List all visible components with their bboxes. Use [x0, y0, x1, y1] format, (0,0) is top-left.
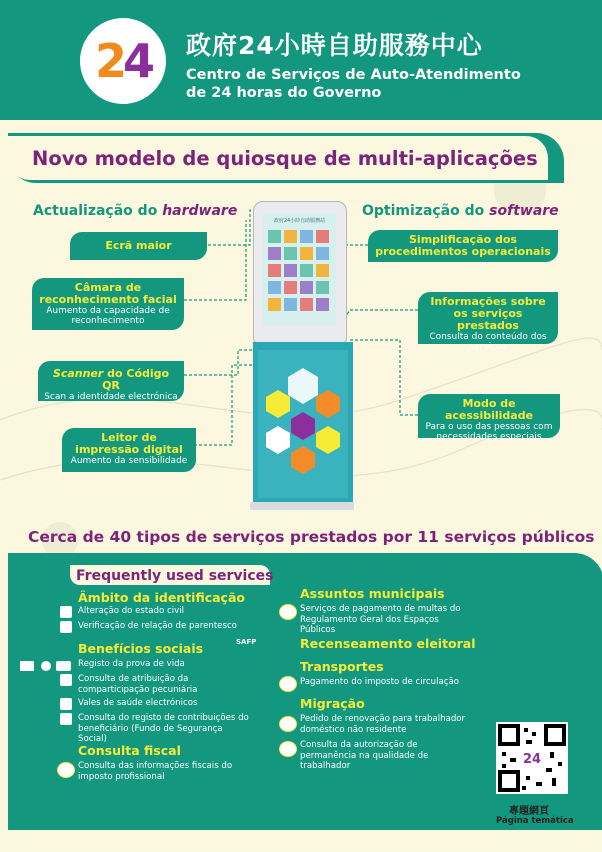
service-item: Serviços de pagamento de multas do Regulamento Geral dos Espaços Públicos [300, 604, 461, 635]
feature-title-rest: do Código QR [102, 367, 170, 392]
service-item: Registo da prova de vida [78, 659, 185, 669]
kiosk-foot [250, 502, 354, 510]
feature-title: Modo de acessibilidade [444, 397, 534, 422]
feature-qr-scanner [38, 361, 184, 401]
feature-accessibility [418, 394, 560, 442]
category-migration: Migração [300, 696, 365, 711]
category-identification: Âmbito da identificação [78, 590, 245, 605]
software-title-em: software [489, 203, 559, 219]
document-icon [60, 698, 72, 710]
feature-title: Câmara de reconhecimento facial [39, 281, 177, 306]
category-tax: Consulta fiscal [78, 743, 181, 758]
service-item: Consulta da autorização de permanência na qualidade de trabalhador [300, 740, 429, 771]
service-item: Alteração do estado civil [78, 606, 184, 616]
kiosk-screen-title: 政府24小時自助服務站 [273, 218, 326, 224]
document-icon [60, 674, 72, 686]
qr-center-logo: 24 [522, 752, 542, 767]
service-item: Verificação de relação de parentesco [78, 621, 237, 631]
migration-agency-icon [279, 716, 297, 732]
feature-title [44, 368, 178, 392]
category-municipal: Assuntos municipais [300, 586, 445, 601]
feature-subtitle: Aumento da capacidade de reconhecimento [46, 306, 170, 326]
feature-subtitle: Consulta do conteúdo dos serviços [429, 332, 547, 352]
kiosk-panel-art [258, 350, 348, 498]
document-icon [60, 713, 72, 725]
qr-label-pt: Página temática [496, 816, 574, 826]
document-icon [60, 606, 72, 618]
service-item: Pedido de renovação para trabalhador doméstico não residente [300, 714, 466, 735]
transport-agency-icon [279, 676, 297, 692]
software-title-prefix: Optimização do [362, 203, 490, 219]
headline: Novo modelo de quiosque de multi-aplicações [32, 147, 538, 170]
frequently-used-title: Frequently used services [76, 568, 274, 584]
feature-title: Ecrã maior [105, 239, 172, 252]
hardware-title-prefix: Actualização do [33, 203, 163, 219]
feature-title: Informações sobre os serviços prestados [430, 295, 546, 332]
agency-logos-icon [20, 660, 72, 672]
qr-label-zh: 專題網頁 [509, 806, 549, 817]
feature-facial-camera [32, 278, 184, 330]
category-social-benefits: Benefícios sociais [78, 641, 204, 656]
category-transport: Transportes [300, 659, 384, 674]
electoral-agency-logo: SAFP [236, 638, 257, 646]
feature-subtitle: Scan a identidade electrónica [44, 392, 178, 402]
title-chinese: 政府24小時自助服務中心 [186, 31, 483, 60]
title-portuguese: Centro de Serviços de Auto-Atendimento de 24 horas do Governo [186, 67, 521, 101]
feature-fingerprint [62, 428, 196, 472]
feature-service-info [418, 292, 558, 352]
kiosk-screen [263, 213, 336, 325]
document-icon [60, 621, 72, 633]
hardware-title-em: hardware [162, 203, 238, 219]
services-title: Cerca de 40 tipos de serviços prestados por 11 serviços públicos [28, 528, 595, 546]
feature-subtitle: Para o uso das pessoas com necessidades especiais [425, 422, 553, 442]
logo-mark: 24 [94, 34, 152, 88]
qr-code[interactable] [496, 722, 568, 794]
agency-logos [20, 657, 72, 669]
feature-larger-screen [70, 232, 207, 260]
municipal-agency-icon [279, 604, 297, 620]
migration-agency-icon [279, 741, 297, 757]
category-electoral: Recenseamento eleitoral [300, 636, 476, 651]
kiosk-screen-tiles [263, 224, 336, 322]
feature-simplified-procedures [368, 230, 558, 262]
service-item: Consulta das informações fiscais do imposto profissional [78, 761, 233, 782]
qr-code-pattern [496, 722, 568, 794]
service-item: Vales de saúde electrónicos [78, 698, 198, 708]
feature-title: Leitor de impressão digital [75, 431, 183, 456]
service-item: Pagamento do imposto de circulação [300, 677, 460, 687]
service-item: Consulta de atribuição da comparticipação pecuniária [78, 674, 198, 695]
tax-agency-icon [57, 762, 75, 778]
feature-title: Simplificação dos procedimentos operacionais [375, 233, 551, 258]
service-item: Consulta do registo de contribuições do beneficiário (Fundo de Segurança Social) [78, 713, 249, 744]
feature-title-em: Scanner [52, 367, 104, 380]
feature-subtitle: Aumento da sensibilidade [70, 456, 188, 466]
kiosk-panel [258, 350, 348, 498]
logo [80, 18, 166, 104]
